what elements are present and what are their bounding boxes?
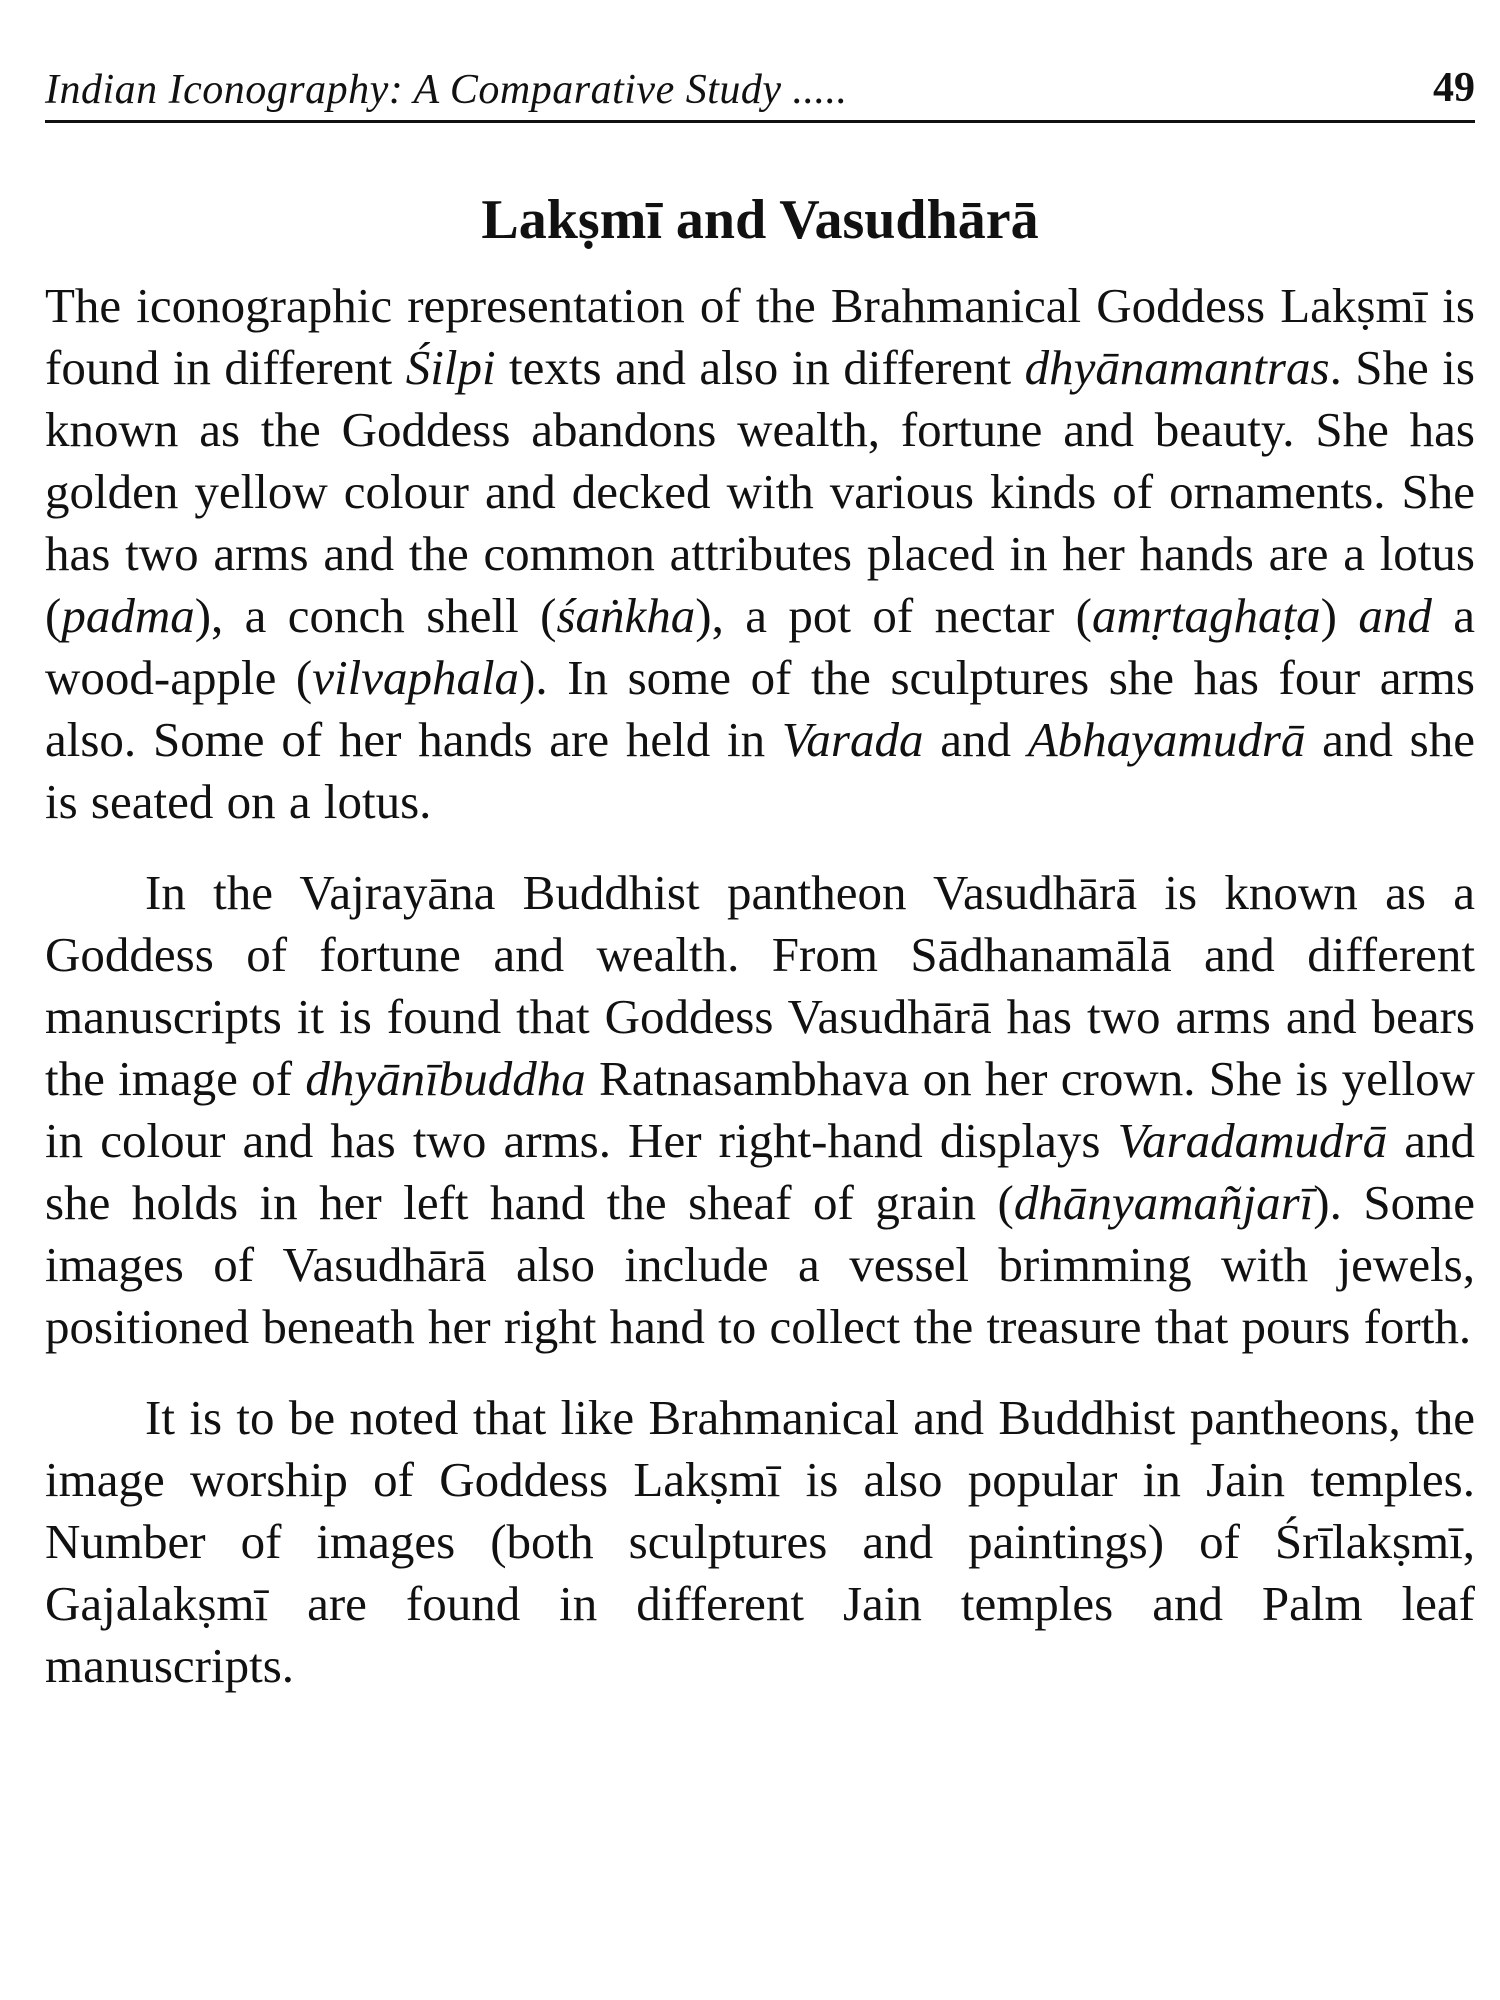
- italic-term: dhyānamantras: [1024, 340, 1330, 395]
- text-run: and she holds in her left hand the sheaf of grain (: [45, 1113, 1475, 1230]
- text-run: a wood-apple (: [45, 588, 1476, 705]
- italic-term: and: [1358, 588, 1432, 643]
- italic-term: Varada: [781, 712, 924, 767]
- book-page: [45, 0, 1475, 2000]
- text-run: ), a pot of nectar (: [695, 588, 1092, 643]
- text-run: and she is seated on a lotus.: [45, 712, 1475, 829]
- italic-term: Abhayamudrā: [1027, 712, 1306, 767]
- body-text: [45, 275, 1475, 1697]
- running-header: [45, 62, 1475, 123]
- text-run: ). Some images of Vasudhārā also include a vessel brimming with jewels, positioned beneath her right hand to collect the treasure that pours forth.: [45, 1175, 1475, 1354]
- text-run: and: [923, 712, 1028, 767]
- page-number: 49: [1433, 65, 1475, 111]
- text-run: texts and also in different: [495, 340, 1025, 395]
- text-run: ): [1320, 588, 1359, 643]
- italic-term: dhānyamañjarī: [1013, 1175, 1314, 1230]
- text-run: . She is known as the Goddess abandons wealth, fortune and beauty. She has golden yellow colour and decked with various kinds of ornaments. She has two arms and the common attributes placed in her hands are a lotus (: [45, 340, 1475, 643]
- paragraph-vasudhara: [45, 862, 1475, 1358]
- italic-term: dhyānībuddha: [305, 1051, 586, 1106]
- italic-term: śaṅkha: [556, 588, 696, 643]
- paragraph-jain-temples: [45, 1387, 1475, 1697]
- text-run: It is to be noted that like Brahmanical and Buddhist pantheons, the image worship of Goddess Lakṣmī is also popular in Jain temples. Number of images (both sculptures and paintings) of Śrīlakṣmī, Gajalakṣmī are found in different Jain temples and Palm leaf manuscripts.: [45, 1390, 1475, 1693]
- text-run: In the Vajrayāna Buddhist pantheon Vasudhārā is known as a Goddess of fortune and wealth. From Sādhanamālā and different manuscripts it is found that Goddess Vasudhārā has two arms and bears the image of: [45, 865, 1475, 1106]
- text-run: Ratnasambhava on her crown. She is yellow in colour and has two arms. Her right-hand displays: [45, 1051, 1475, 1168]
- text-run: ). In some of the sculptures she has four arms also. Some of her hands are held in: [45, 650, 1475, 767]
- section-heading: Lakṣmī and Vasudhārā: [481, 189, 1039, 251]
- italic-term: Śilpi: [405, 340, 496, 395]
- italic-term: Varadamudrā: [1117, 1113, 1388, 1168]
- italic-term: padma: [61, 588, 195, 643]
- running-title: Indian Iconography: A Comparative Study .....: [45, 67, 848, 113]
- paragraph-lakshmi: [45, 275, 1475, 833]
- italic-term: vilvaphala: [312, 650, 520, 705]
- italic-term: amṛtaghaṭa: [1091, 588, 1321, 643]
- text-run: ), a conch shell (: [194, 588, 557, 643]
- text-run: The iconographic representation of the Brahmanical Goddess Lakṣmī is found in different: [45, 278, 1475, 395]
